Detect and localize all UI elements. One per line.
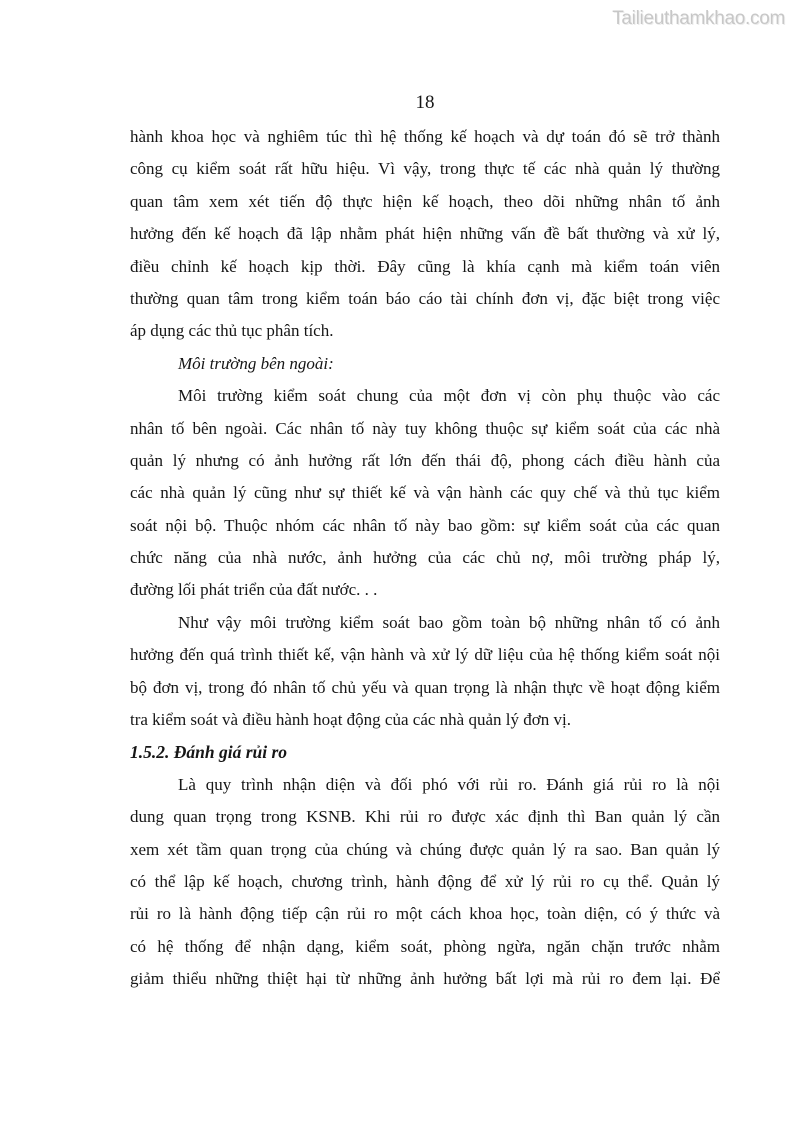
subheading: [130, 348, 720, 380]
paragraph: [130, 769, 720, 996]
text-line: các nhà quản lý cũng như sự thiết kế và vận hành các quy chế và thủ tục kiểm: [130, 483, 720, 503]
text-line: có hệ thống để nhận dạng, kiểm soát, phòng ngừa, ngăn chặn trước nhằm: [130, 936, 720, 956]
text-line: Môi trường bên ngoài:: [178, 353, 334, 373]
text-line: áp dụng các thủ tục phân tích.: [130, 321, 334, 341]
paragraph: [130, 121, 720, 348]
text-line: giảm thiểu những thiệt hại từ những ảnh hưởng bất lợi mà rủi ro đem lại. Để: [130, 969, 720, 989]
text-line: Là quy trình nhận diện và đối phó với rủi ro. Đánh giá rủi ro là nội: [178, 774, 720, 794]
text-line: công cụ kiểm soát rất hữu hiệu. Vì vậy, trong thực tế các nhà quản lý thường: [130, 159, 720, 179]
text-line: Như vậy môi trường kiểm soát bao gồm toàn bộ những nhân tố có ảnh: [178, 612, 720, 632]
text-line: 1.5.2. Đánh giá rủi ro: [130, 742, 288, 763]
page-number: 18: [415, 92, 435, 113]
text-line: quan tâm xem xét tiến độ thực hiện kế hoạch, theo dõi những nhân tố ảnh: [130, 191, 720, 211]
text-line: hưởng đến kế hoạch đã lập nhằm phát hiện những vấn đề bất thường và xử lý,: [130, 224, 720, 244]
text-line: Môi trường kiểm soát chung của một đơn vị còn phụ thuộc vào các: [178, 386, 720, 406]
paragraph: [130, 380, 720, 607]
text-line: đường lối phát triển của đất nước. . .: [130, 580, 378, 600]
text-line: có thể lập kế hoạch, chương trình, hành động để xử lý rủi ro cụ thể. Quản lý: [130, 871, 720, 891]
text-line: nhân tố bên ngoài. Các nhân tố này tuy không thuộc sự kiểm soát của các nhà: [130, 418, 720, 438]
watermark-text: Tailieuthamkhao.com: [612, 8, 785, 29]
text-line: điều chỉnh kế hoạch kịp thời. Đây cũng là khía cạnh mà kiểm toán viên: [130, 256, 720, 276]
text-line: rủi ro là hành động tiếp cận rủi ro một cách khoa học, toàn diện, có ý thức và: [130, 904, 720, 924]
text-line: dung quan trọng trong KSNB. Khi rủi ro được xác định thì Ban quản lý cần: [130, 807, 720, 827]
document-body: [130, 121, 720, 996]
text-line: chức năng của nhà nước, ảnh hưởng của các chủ nợ, môi trường pháp lý,: [130, 548, 720, 568]
text-line: thường quan tâm trong kiểm toán báo cáo tài chính đơn vị, đặc biệt trong việc: [130, 288, 720, 308]
heading: [130, 736, 720, 768]
text-line: quản lý nhưng có ảnh hưởng rất lớn đến thái độ, phong cách điều hành của: [130, 450, 720, 470]
text-line: tra kiểm soát và điều hành hoạt động của các nhà quản lý đơn vị.: [130, 710, 571, 730]
paragraph: [130, 607, 720, 737]
text-line: hành khoa học và nghiêm túc thì hệ thống kế hoạch và dự toán đó sẽ trở thành: [130, 127, 720, 146]
text-line: hưởng đến quá trình thiết kế, vận hành và xử lý dữ liệu của hệ thống kiểm soát nội: [130, 645, 720, 665]
text-line: soát nội bộ. Thuộc nhóm các nhân tố này bao gồm: sự kiểm soát của các quan: [130, 515, 720, 535]
text-line: bộ đơn vị, trong đó nhân tố chủ yếu và quan trọng là nhận thực về hoạt động kiểm: [130, 677, 720, 697]
text-line: xem xét tầm quan trọng của chúng và chúng được quản lý ra sao. Ban quản lý: [130, 839, 720, 859]
